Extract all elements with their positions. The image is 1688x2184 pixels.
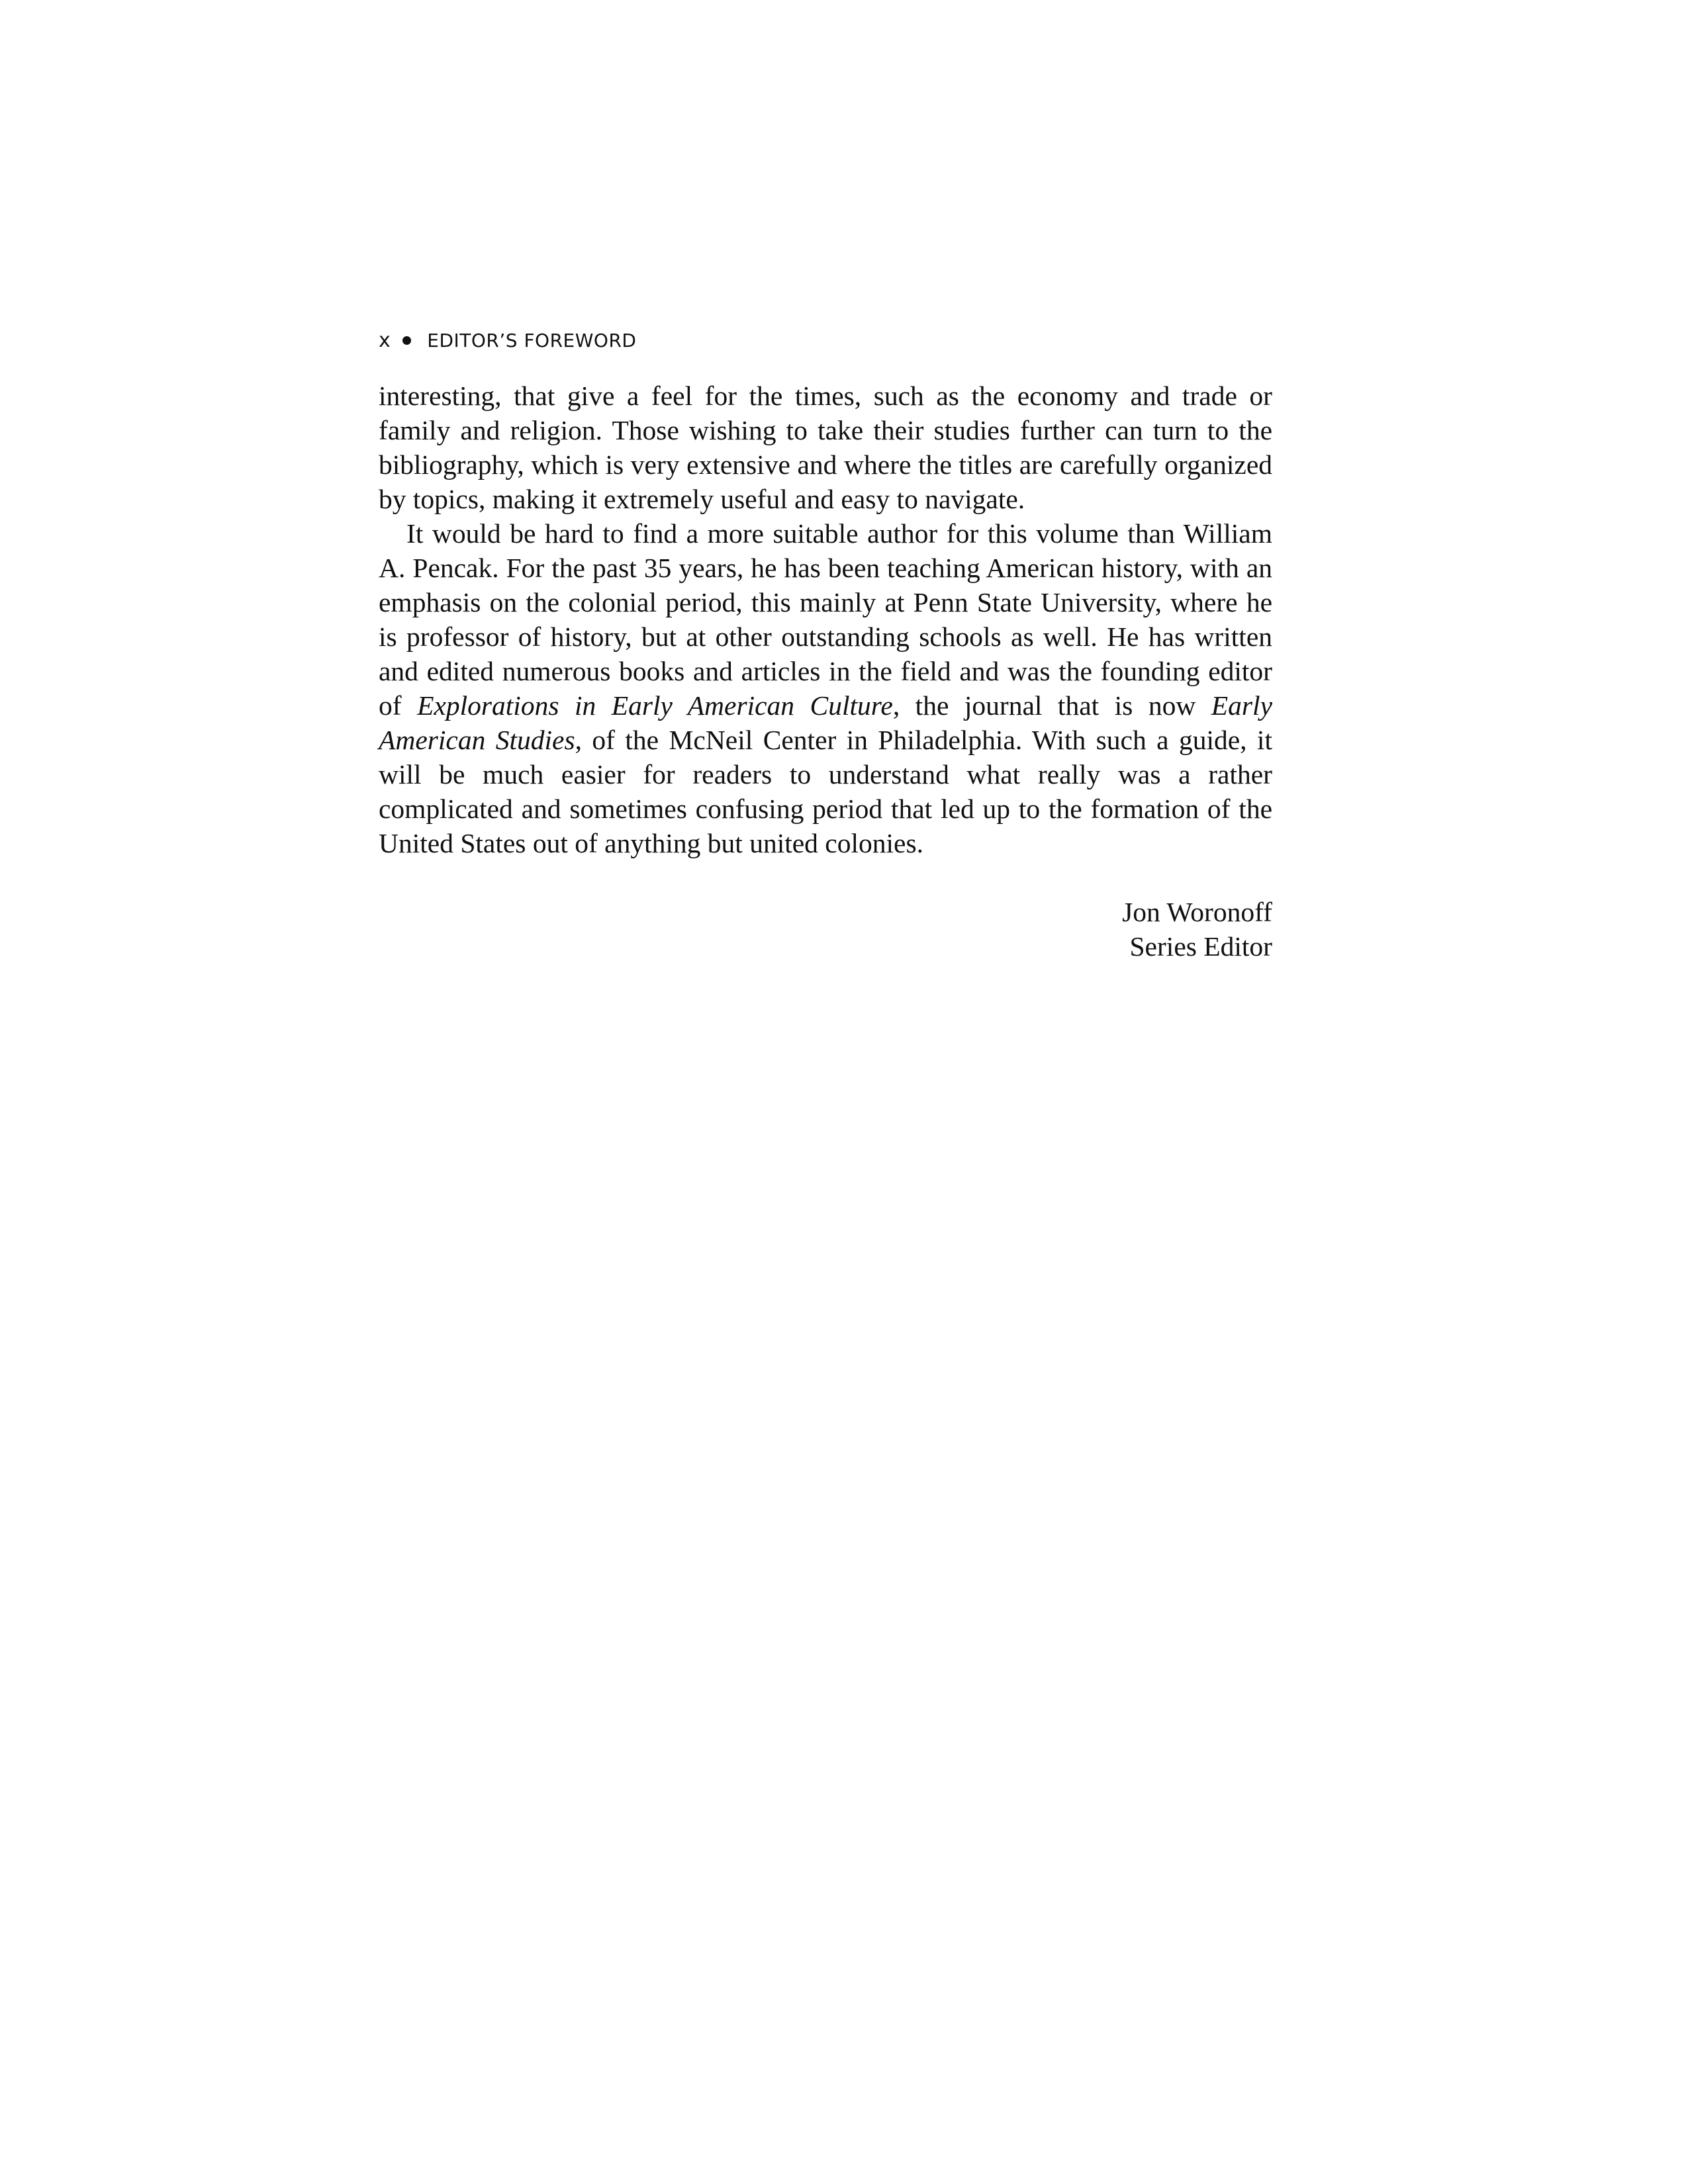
signature-block bbox=[379, 895, 1272, 964]
signature-title: Series Editor bbox=[1129, 931, 1272, 962]
journal-title-early-american-studies: Early American Studies bbox=[379, 690, 1272, 755]
paragraph-1: interesting, that give a feel for the times, such as the economy and trade or family and religion. Those wishing to take their studies further can turn to the bibliography, which is very extensive and where the titles are carefully organized by topics, making it extremely useful and easy to navigate. bbox=[379, 381, 1272, 514]
paragraph-2 bbox=[379, 516, 1272, 860]
book-page bbox=[379, 324, 1272, 964]
paragraph-2-part-c: , of the McNeil Center in Philadelphia. With such a guide, it will be much easier for readers to understand what really was a rather complicated and sometimes confusing period that led up to the formation of the United States out of anything but united colonies. bbox=[379, 725, 1272, 858]
bullet-icon bbox=[402, 336, 411, 345]
page-number: x bbox=[379, 328, 391, 352]
section-title: EDITOR’S FOREWORD bbox=[427, 329, 637, 351]
journal-title-explorations: Explorations in Early American Culture bbox=[417, 690, 893, 721]
running-head bbox=[379, 324, 1272, 356]
signature-name: Jon Woronoff bbox=[1122, 897, 1272, 927]
paragraph-2-part-b: , the journal that is now bbox=[892, 690, 1211, 721]
paragraph-2-part-a: It would be hard to find a more suitable author for this volume than William A. Pencak. For the past 35 years, he has been teaching American history, with an emphasis on the colonial period, this mainly at Penn State University, where he is professor of history, but at other outstanding schools as well. He has written and edited numerous books and articles in the field and was the founding editor of bbox=[379, 518, 1272, 721]
